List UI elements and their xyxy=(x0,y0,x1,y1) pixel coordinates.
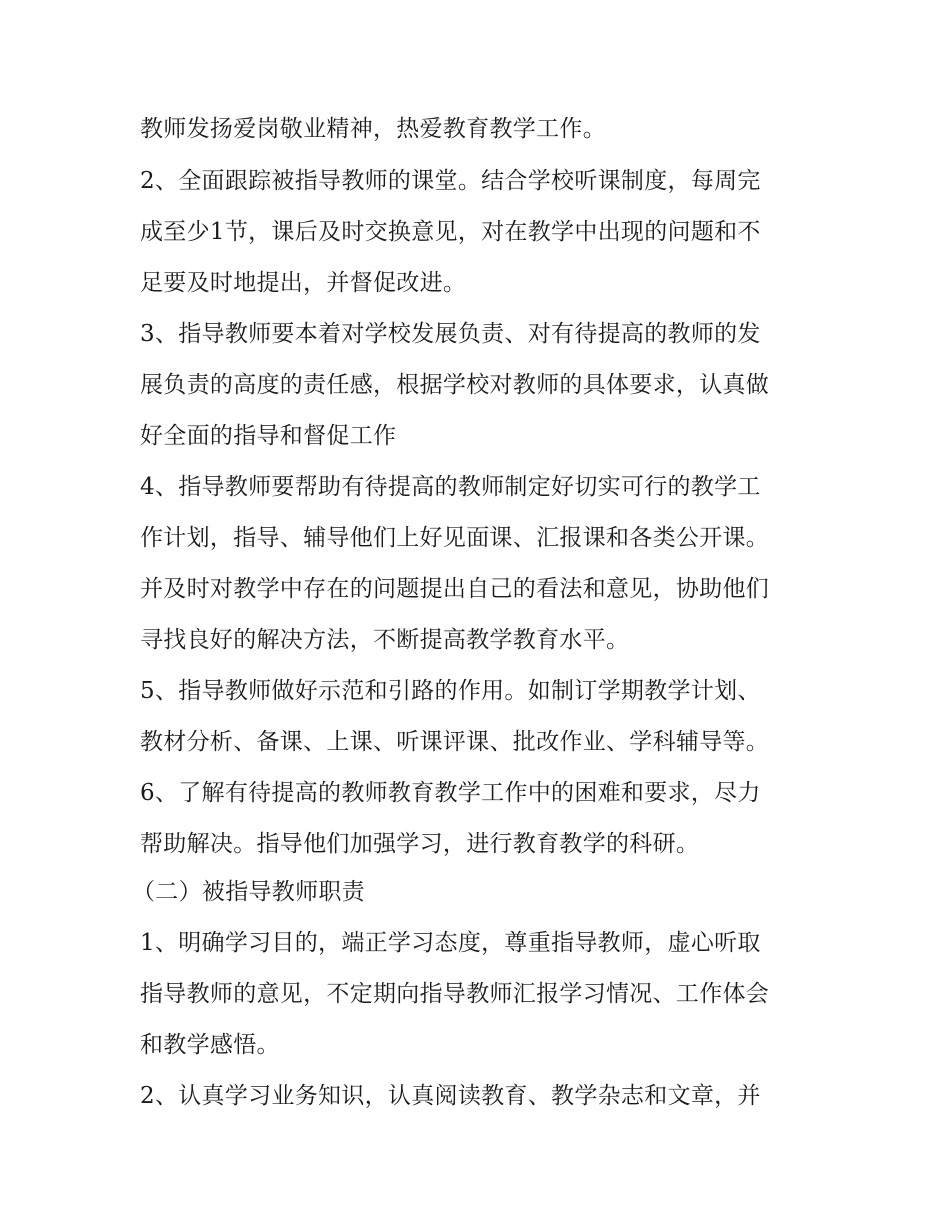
text-line: 教师发扬爱岗敬业精神，热爱教育教学工作。 xyxy=(140,116,606,142)
text-line: 帮助解决。指导他们加强学习，进行教育教学的科研。 xyxy=(140,831,700,857)
text-line: 2、全面跟踪被指导教师的课堂。结合学校听课制度，每周完 xyxy=(140,168,761,194)
text-line: 教材分析、备课、上课、听课评课、批改作业、学科辅导等。 xyxy=(140,729,770,755)
text-line: 并及时对教学中存在的问题提出自己的看法和意见，协助他们 xyxy=(140,576,770,602)
text-line: 好全面的指导和督促工作 xyxy=(140,423,397,449)
text-line: 和教学感悟。 xyxy=(140,1032,280,1058)
text-line: 2、认真学习业务知识，认真阅读教育、教学杂志和文章，并 xyxy=(140,1083,761,1109)
text-line: 作计划，指导、辅导他们上好见面课、汇报课和各类公开课。 xyxy=(140,525,770,551)
text-line: 5、指导教师做好示范和引路的作用。如制订学期教学计划、 xyxy=(140,678,761,704)
text-line: 4、指导教师要帮助有待提高的教师制定好切实可行的教学工 xyxy=(140,474,761,500)
text-line: 寻找良好的解决方法，不断提高教学教育水平。 xyxy=(140,627,630,653)
text-line: 6、了解有待提高的教师教育教学工作中的困难和要求，尽力 xyxy=(140,780,761,806)
text-line: 足要及时地提出，并督促改进。 xyxy=(140,270,467,296)
text-line: 成至少1节，课后及时交换意见，对在教学中出现的问题和不 xyxy=(140,219,761,245)
text-line: 3、指导教师要本着对学校发展负责、对有待提高的教师的发 xyxy=(140,321,761,347)
text-line: 1、明确学习目的，端正学习态度，尊重指导教师，虚心听取 xyxy=(140,930,761,956)
section-heading: （二）被指导教师职责 xyxy=(132,879,365,905)
text-line: 展负责的高度的责任感，根据学校对教师的具体要求，认真做 xyxy=(140,372,770,398)
text-line: 指导教师的意见，不定期向指导教师汇报学习情况、工作体会 xyxy=(140,981,770,1007)
